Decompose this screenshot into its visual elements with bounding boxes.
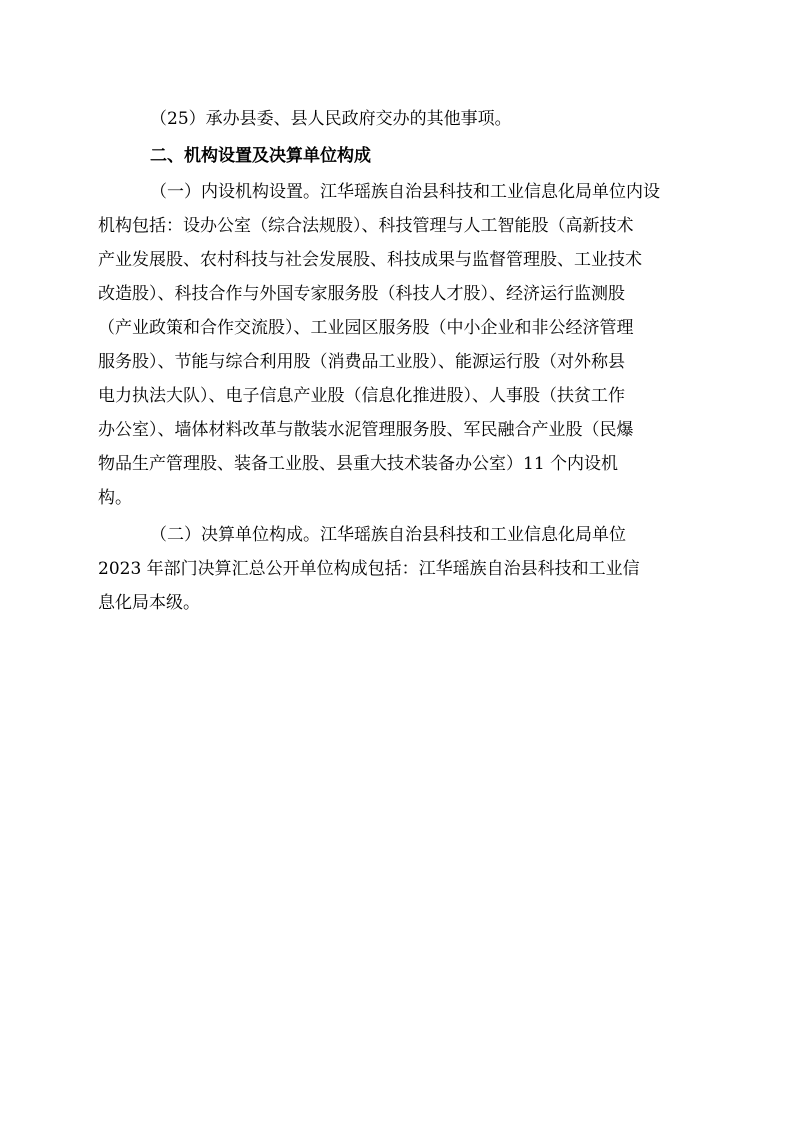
- paragraph-line: 物品生产管理股、装备工业股、县重大技术装备办公室）11 个内设机: [98, 454, 619, 474]
- item-25-text: （25）承办县委、县人民政府交办的其他事项。: [150, 109, 512, 129]
- section-heading: 二、机构设置及决算单位构成: [150, 146, 371, 166]
- paragraph-line: 产业发展股、农村科技与社会发展股、科技成果与监督管理股、工业技术: [98, 250, 642, 270]
- paragraph-line: 改造股）、科技合作与外国专家服务股（科技人才股）、经济运行监测股: [98, 284, 625, 304]
- paragraph-line: （产业政策和合作交流股）、工业园区服务股（中小企业和非公经济管理: [98, 318, 634, 338]
- paragraph-line: 2023 年部门决算汇总公开单位构成包括：江华瑶族自治县科技和工业信: [98, 559, 640, 579]
- paragraph-line: 电力执法大队）、电子信息产业股（信息化推进股）、人事股（扶贫工作: [98, 386, 625, 406]
- paragraph-line: 机构包括：设办公室（综合法规股）、科技管理与人工智能股（高新技术: [98, 216, 634, 236]
- paragraph-line: （二）决算单位构成。江华瑶族自治县科技和工业信息化局单位: [150, 525, 626, 545]
- paragraph-line: 息化局本级。: [98, 593, 200, 613]
- paragraph-line: 办公室）、墙体材料改革与散装水泥管理服务股、军民融合产业股（民爆: [98, 420, 634, 440]
- paragraph-line: 构。: [98, 488, 132, 508]
- paragraph-line: 服务股）、节能与综合利用股（消费品工业股）、能源运行股（对外称县: [98, 352, 625, 372]
- paragraph-line: （一）内设机构设置。江华瑶族自治县科技和工业信息化局单位内设: [150, 182, 660, 202]
